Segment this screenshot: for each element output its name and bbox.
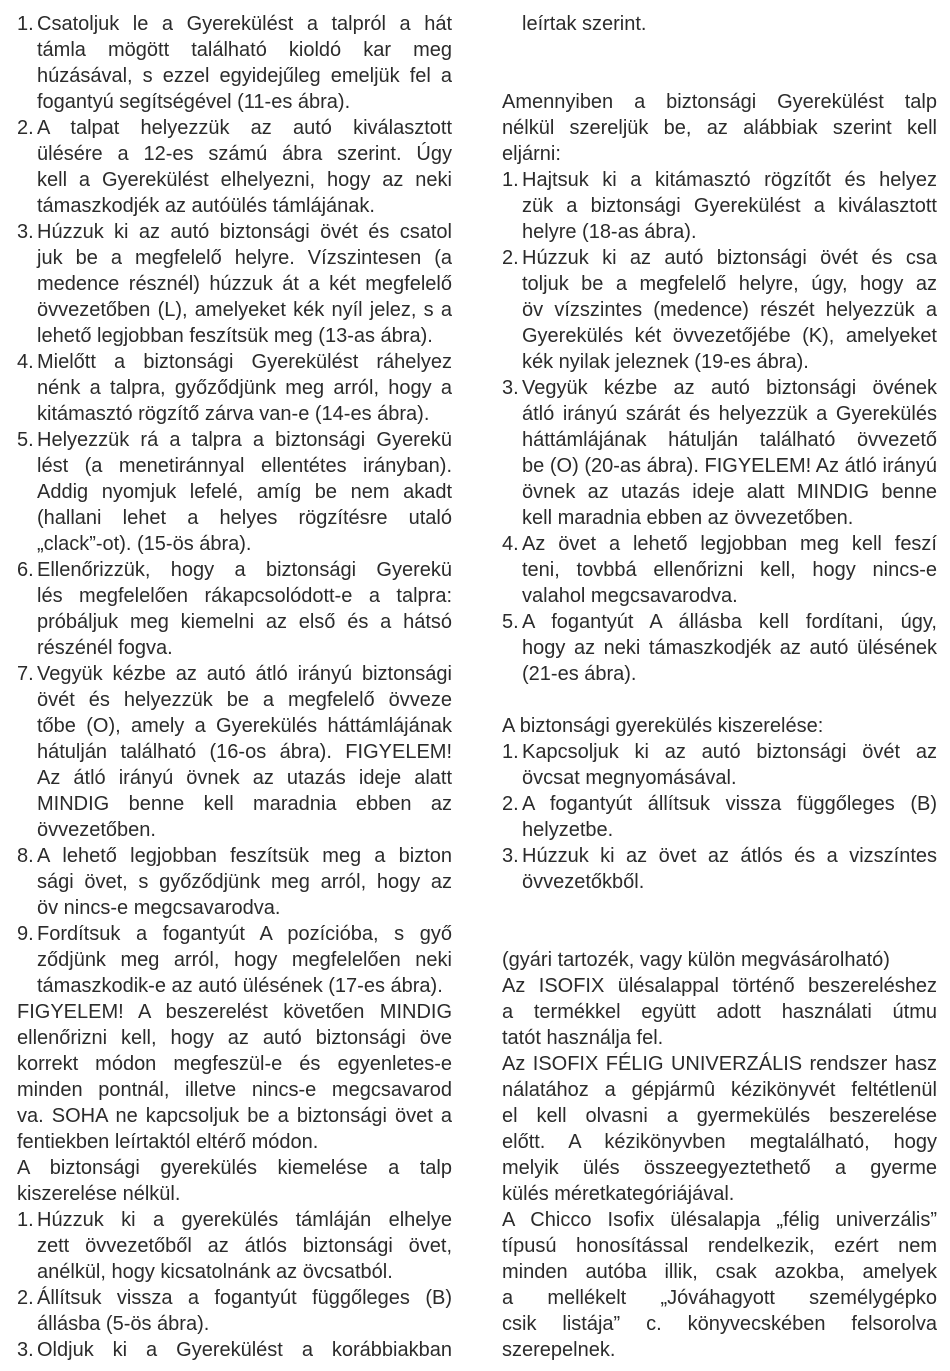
step-line: öv nincs-e megcsavarodva. — [37, 897, 281, 919]
step-line: Gyerekülés két övvezetőjébe (K), amelyeket — [522, 325, 937, 347]
text-line: el kell olvasni a gyermekülés beszerelése — [502, 1105, 937, 1127]
removal-steps — [17, 1207, 452, 1363]
no-base-step — [502, 531, 937, 609]
step-number: 3. — [17, 221, 34, 243]
continued-step-text — [502, 11, 937, 37]
step-text — [37, 661, 452, 843]
step-text — [37, 115, 452, 219]
installation-step — [17, 349, 452, 427]
step-line: övét és helyezzük be a megfelelő övveze — [37, 689, 452, 711]
step-line: övvezetőben. — [37, 819, 156, 841]
installation-step — [17, 219, 452, 349]
text-line: tatót használja fel. — [502, 1027, 664, 1049]
text-line: A biztonsági gyerekülés kiszerelése: — [502, 715, 824, 737]
removal-step — [17, 1285, 452, 1337]
step-line: övvezetőkből. — [522, 871, 645, 893]
step-line: háttámlájának hátulján található övvezető — [522, 429, 937, 451]
step-line: Oldjuk ki a Gyerekülést a korábbiakban — [37, 1339, 452, 1361]
step-line: Vegyük kézbe az autó biztonsági övének — [522, 377, 937, 399]
text-line: melyik ülés összeegyeztethető a gyerme — [502, 1157, 937, 1179]
right-column — [502, 11, 937, 1363]
text-line: korrekt módon megfeszül-e és egyenletes-e — [17, 1053, 452, 1075]
step-line: teni, tovbbá ellenőrizni kell, hogy nincs-e — [522, 559, 937, 581]
step-line: anélkül, hogy kicsatolnánk az övcsatból. — [37, 1261, 393, 1283]
step-line: kell a Gyerekülést elhelyezni, hogy az neki — [37, 169, 452, 191]
warning-text — [17, 999, 452, 1155]
step-line: MINDIG benne kell maradnia ebben az — [37, 793, 452, 815]
text-line: ellenőrizni kell, hogy az autó biztonsági öve — [17, 1027, 452, 1049]
isofix-section — [502, 947, 937, 1363]
step-line: lés megfelelően rákapcsolódott-e a talpra: — [37, 585, 452, 607]
step-text — [37, 557, 452, 661]
step-line: Vegyük kézbe az autó átló irányú biztonsági — [37, 663, 452, 685]
installation-step — [17, 427, 452, 557]
step-line: toljuk be a megfelelő helyre, úgy, hogy az — [522, 273, 937, 295]
heading-text — [502, 713, 937, 739]
left-column — [17, 11, 452, 1363]
text-line: nélkül szereljük be, az alábbiak szerint kell — [502, 117, 937, 139]
step-line: (21-es ábra). — [522, 663, 637, 685]
uninstall-heading — [502, 713, 937, 739]
step-text — [522, 843, 937, 895]
step-line: Húzzuk ki az autó biztonsági övét és csatol — [37, 221, 452, 243]
step-line: húzásával, s ezzel egyidejűleg emeljük fel a — [37, 65, 452, 87]
removal-step — [17, 1207, 452, 1285]
step-line: hogy az neki támaszkodjék az autó ülésének — [522, 637, 937, 659]
no-base-step — [502, 375, 937, 531]
step-line: kitámasztó rögzítő zárva van-e (14-es ábra). — [37, 403, 430, 425]
intro-text — [502, 89, 937, 167]
step-text — [522, 375, 937, 531]
text-line: előtt. A kézikönyvben megtalálható, hogy — [502, 1131, 937, 1153]
isofix-paragraph — [502, 973, 937, 1051]
step-number: 1. — [502, 741, 519, 763]
step-number: 3. — [502, 377, 519, 399]
isofix-paragraph — [502, 1051, 937, 1207]
step-line: lehető legjobban feszítsük meg (13-as ábra). — [37, 325, 433, 347]
text-line: minden pontnál, illetve nincs-e megcsavarod — [17, 1079, 452, 1101]
text-line: Az ISOFIX ülésalappal történő beszereléshez — [502, 975, 937, 997]
step-line: kék nyilak jeleznek (19-es ábra). — [522, 351, 809, 373]
text-line: (gyári tartozék, vagy külön megvásárolható) — [502, 949, 890, 971]
step-line: Addig nyomjuk lefelé, amíg be nem akadt — [37, 481, 452, 503]
step-number: 1. — [502, 169, 519, 191]
heading-text — [17, 1155, 452, 1207]
text-line: típusú honosítással rendelkezik, ezért nem — [502, 1235, 937, 1257]
text-line: leírtak szerint. — [522, 13, 647, 35]
step-number: 2. — [17, 1287, 34, 1309]
step-number: 2. — [502, 247, 519, 269]
step-text — [522, 245, 937, 375]
step-line: Állítsuk vissza a fogantyút függőleges (B) — [37, 1287, 452, 1309]
step-number: 4. — [502, 533, 519, 555]
step-number: 1. — [17, 13, 34, 35]
step-line: A talpat helyezzük az autó kiválasztott — [37, 117, 452, 139]
text-line: va. SOHA ne kapcsoljuk be a biztonsági övet a — [17, 1105, 452, 1127]
step-line: övcsat megnyomásával. — [522, 767, 737, 789]
continuation-text — [522, 11, 937, 37]
step-line: (hallani lehet a helyes rögzítésre utaló — [37, 507, 452, 529]
step-line: Az övet a lehető legjobban meg kell feszí — [522, 533, 937, 555]
uninstall-step — [502, 843, 937, 895]
text-line: a mellékelt „Jóváhagyott személygépko — [502, 1287, 937, 1309]
step-line: medence résznél) húzzuk át a két megfelelő — [37, 273, 452, 295]
step-number: 7. — [17, 663, 34, 685]
text-line: csik listája” c. könyvecskében felsorolva — [502, 1313, 937, 1335]
step-line: A fogantyút A állásba kell fordítani, úgy, — [522, 611, 937, 633]
step-number: 2. — [502, 793, 519, 815]
step-line: Az átló irányú övnek az utazás ideje alatt — [37, 767, 452, 789]
text-line: A biztonsági gyerekülés kiemelése a talp — [17, 1157, 452, 1179]
step-line: Mielőtt a biztonsági Gyerekülést ráhelyez — [37, 351, 452, 373]
text-line: Amennyiben a biztonsági Gyerekülést talp — [502, 91, 937, 113]
step-text — [522, 791, 937, 843]
step-number: 9. — [17, 923, 34, 945]
step-line: támaszkodjék az autóülés támlájának. — [37, 195, 375, 217]
installation-steps — [17, 11, 452, 999]
isofix-paragraph — [502, 947, 937, 973]
step-text — [37, 349, 452, 427]
step-line: zett övvezetőből az átlós biztonsági övet, — [37, 1235, 452, 1257]
text-line: eljárni: — [502, 143, 561, 165]
step-line: ülésére a 12-es számú ábra szerint. Úgy — [37, 143, 452, 165]
step-text — [522, 739, 937, 791]
installation-step — [17, 11, 452, 115]
step-text — [37, 1285, 452, 1337]
step-line: „clack”-ot). (15-ös ábra). — [37, 533, 252, 555]
removal-step — [17, 1337, 452, 1363]
text-line: a termékkel együtt adott használati útmu — [502, 1001, 937, 1023]
step-line: öv vízszintes (medence) részét helyezzük a — [522, 299, 937, 321]
step-line: Helyezzük rá a talpra a biztonsági Gyerekü — [37, 429, 452, 451]
step-line: támaszkodik-e az autó ülésének (17-es ábra). — [37, 975, 443, 997]
step-line: fogantyú segítségével (11-es ábra). — [37, 91, 351, 113]
step-line: ződjünk meg arról, hogy megfelelően neki — [37, 949, 452, 971]
step-text — [522, 531, 937, 609]
step-text — [37, 843, 452, 921]
uninstall-steps — [502, 739, 937, 895]
text-line: FIGYELEM! A beszerelést követően MINDIG — [17, 1001, 452, 1023]
step-text — [522, 609, 937, 687]
step-text — [37, 427, 452, 557]
step-line: Húzzuk ki az autó biztonsági övét és csa — [522, 247, 937, 269]
step-line: övvezetőben (L), amelyeket kék nyíl jelez, s a — [37, 299, 452, 321]
step-number: 1. — [17, 1209, 34, 1231]
warning-paragraph — [17, 999, 452, 1155]
step-line: juk be a megfelelő helyre. Vízszintesen (a — [37, 247, 452, 269]
step-line: Csatoljuk le a Gyerekülést a talpról a hát — [37, 13, 452, 35]
step-line: övnek az utazás ideje alatt MINDIG benne — [522, 481, 937, 503]
step-line: részénél fogva. — [37, 637, 173, 659]
step-line: zük a biztonsági Gyerekülést a kiválasztott — [522, 195, 937, 217]
step-number: 3. — [502, 845, 519, 867]
step-text — [37, 219, 452, 349]
step-line: Húzzuk ki a gyerekülés támláján elhelye — [37, 1209, 452, 1231]
installation-step — [17, 557, 452, 661]
installation-step — [17, 921, 452, 999]
step-line: Húzzuk ki az övet az átlós és a vizszíntes — [522, 845, 937, 867]
step-line: tőbe (O), amely a Gyerekülés háttámlájának — [37, 715, 452, 737]
step-number: 5. — [502, 611, 519, 633]
step-line: helyzetbe. — [522, 819, 614, 841]
step-number: 2. — [17, 117, 34, 139]
step-line: kell maradnia ebben az övvezetőben. — [522, 507, 854, 529]
no-base-step — [502, 609, 937, 687]
removal-heading — [17, 1155, 452, 1207]
step-number: 4. — [17, 351, 34, 373]
text-line: fentiekben leírtaktól eltérő módon. — [17, 1131, 319, 1153]
step-line: nénk a talpra, győződjünk meg arról, hogy a — [37, 377, 452, 399]
no-base-steps — [502, 167, 937, 687]
isofix-paragraph — [502, 1207, 937, 1363]
text-line: A Chicco Isofix ülésalapja „félig univerzális” — [502, 1209, 937, 1231]
step-line: Kapcsoljuk ki az autó biztonsági övét az — [522, 741, 937, 763]
text-line: nálatához a gépjármû kézikönyvét feltétlenül — [502, 1079, 937, 1101]
text-line: külés méretkategóriájával. — [502, 1183, 735, 1205]
step-number: 3. — [17, 1339, 34, 1361]
uninstall-step — [502, 739, 937, 791]
step-line: támla mögött található kioldó kar meg — [37, 39, 452, 61]
text-line: kiszerelése nélkül. — [17, 1183, 181, 1205]
step-line: Ellenőrizzük, hogy a biztonsági Gyerekü — [37, 559, 452, 581]
installation-step — [17, 661, 452, 843]
uninstall-step — [502, 791, 937, 843]
no-base-step — [502, 245, 937, 375]
step-line: valahol megcsavarodva. — [522, 585, 738, 607]
step-line: sági övet, s győződjünk meg arról, hogy az — [37, 871, 452, 893]
step-line: lést (a menetiránnyal ellentétes irányban). — [37, 455, 452, 477]
step-text — [37, 1207, 452, 1285]
step-line: hátulján található (16-os ábra). FIGYELEM! — [37, 741, 452, 763]
text-line: szerepelnek. — [502, 1339, 616, 1361]
step-line: állásba (5-ös ábra). — [37, 1313, 210, 1335]
step-line: Fordítsuk a fogantyút A pozícióba, s győ — [37, 923, 452, 945]
step-number: 5. — [17, 429, 34, 451]
step-text — [37, 921, 452, 999]
step-text — [522, 167, 937, 245]
no-base-step — [502, 167, 937, 245]
installation-step — [17, 115, 452, 219]
step-number: 8. — [17, 845, 34, 867]
step-text — [37, 1337, 452, 1363]
installation-step — [17, 843, 452, 921]
step-number: 6. — [17, 559, 34, 581]
step-line: helyre (18-as ábra). — [522, 221, 697, 243]
text-line: minden autóba illik, csak azokba, amelyek — [502, 1261, 937, 1283]
step-line: Hajtsuk ki a kitámasztó rögzítőt és helyez — [522, 169, 937, 191]
step-line: A fogantyút állítsuk vissza függőleges (B) — [522, 793, 937, 815]
step-line: átló irányú szárát és helyezzük a Gyerekülés — [522, 403, 937, 425]
step-line: próbáljuk meg kiemelni az első és a hátsó — [37, 611, 452, 633]
step-line: be (O) (20-as ábra). FIGYELEM! Az átló irányú — [522, 455, 937, 477]
step-line: A lehető legjobban feszítsük meg a bizton — [37, 845, 452, 867]
text-line: Az ISOFIX FÉLIG UNIVERZÁLIS rendszer hasz — [502, 1053, 937, 1075]
step-text — [37, 11, 452, 115]
no-base-intro-paragraph — [502, 89, 937, 167]
